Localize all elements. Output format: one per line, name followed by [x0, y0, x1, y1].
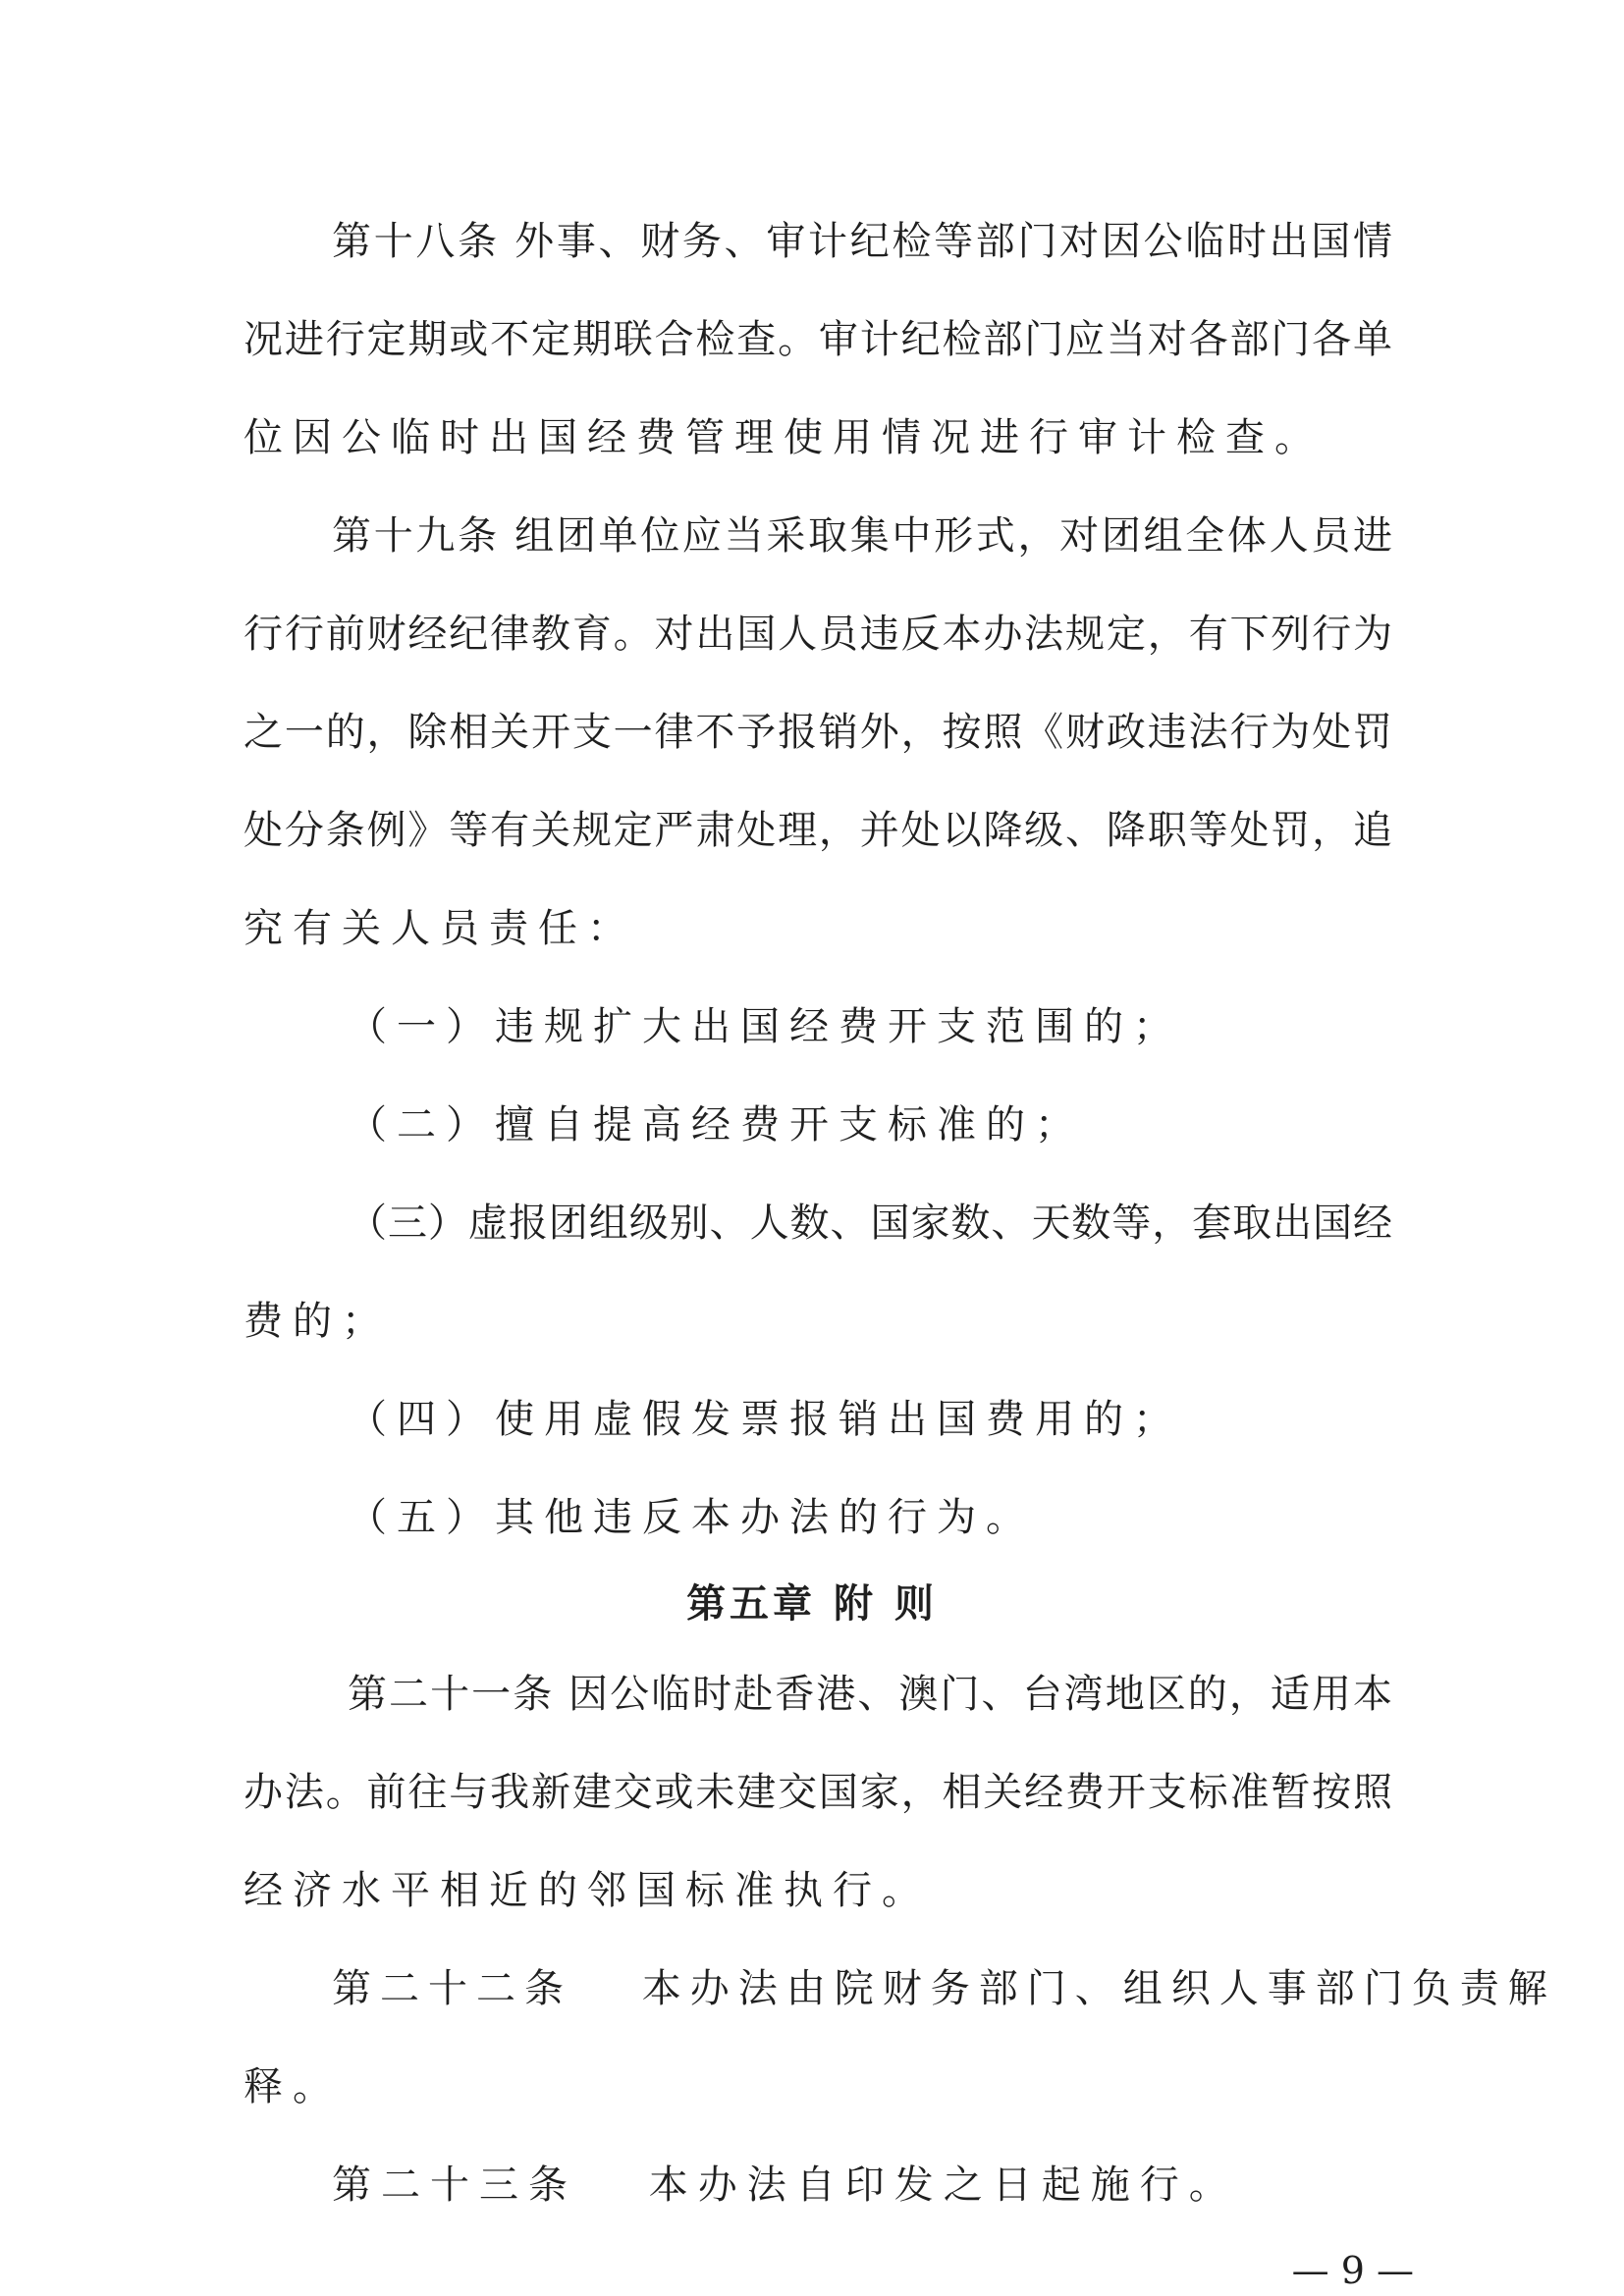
- article-23: 第二十三条 本办法自印发之日起施行。: [332, 2163, 1238, 2208]
- list-item-2: （二）擅自提高经费开支标准的；: [348, 1102, 1084, 1148]
- article-22-line-1: 第二十二条 本办法由院财务部门、组织人事部门负责解: [332, 1966, 1556, 2011]
- article-18-line-3: 位因公临时出国经费管理使用情况进行审计检查。: [244, 415, 1324, 460]
- article-21-line-3: 经济水平相近的邻国标准执行。: [244, 1868, 931, 1913]
- article-19-line-2: 行行前财经纪律教育。对出国人员违反本办法规定，有下列行为: [244, 612, 1392, 657]
- article-19-line-4: 处分条例》等有关规定严肃处理，并处以降级、降职等处罚，追: [244, 808, 1392, 853]
- article-18-line-1: 第十八条 外事、财务、审计纪检等部门对因公临时出国情: [332, 219, 1392, 264]
- list-item-4: （四）使用虚假发票报销出国费用的；: [348, 1397, 1182, 1442]
- article-19-line-5: 究有关人员责任：: [244, 906, 636, 951]
- article-18-line-2: 况进行定期或不定期联合检查。审计纪检部门应当对各部门各单: [244, 317, 1392, 362]
- article-19-line-3: 之一的，除相关开支一律不予报销外，按照《财政违法行为处罚: [244, 710, 1392, 755]
- list-item-3-line-1: （三）虚报团组级别、人数、国家数、天数等，套取出国经: [348, 1201, 1392, 1246]
- list-item-1: （一）违规扩大出国经费开支范围的；: [348, 1004, 1182, 1049]
- chapter-heading: 第五章 附 则: [686, 1581, 938, 1627]
- article-22-line-2: 释。: [244, 2064, 342, 2109]
- article-21-line-1: 第二十一条 因公临时赴香港、澳门、台湾地区的，适用本: [348, 1672, 1392, 1717]
- page-number: — 9 —: [1291, 2249, 1414, 2292]
- list-item-3-line-2: 费的；: [244, 1299, 391, 1344]
- article-19-line-1: 第十九条 组团单位应当采取集中形式，对团组全体人员进: [332, 513, 1392, 559]
- list-item-5: （五）其他违反本办法的行为。: [348, 1495, 1035, 1540]
- article-21-line-2: 办法。前往与我新建交或未建交国家，相关经费开支标准暂按照: [244, 1770, 1392, 1815]
